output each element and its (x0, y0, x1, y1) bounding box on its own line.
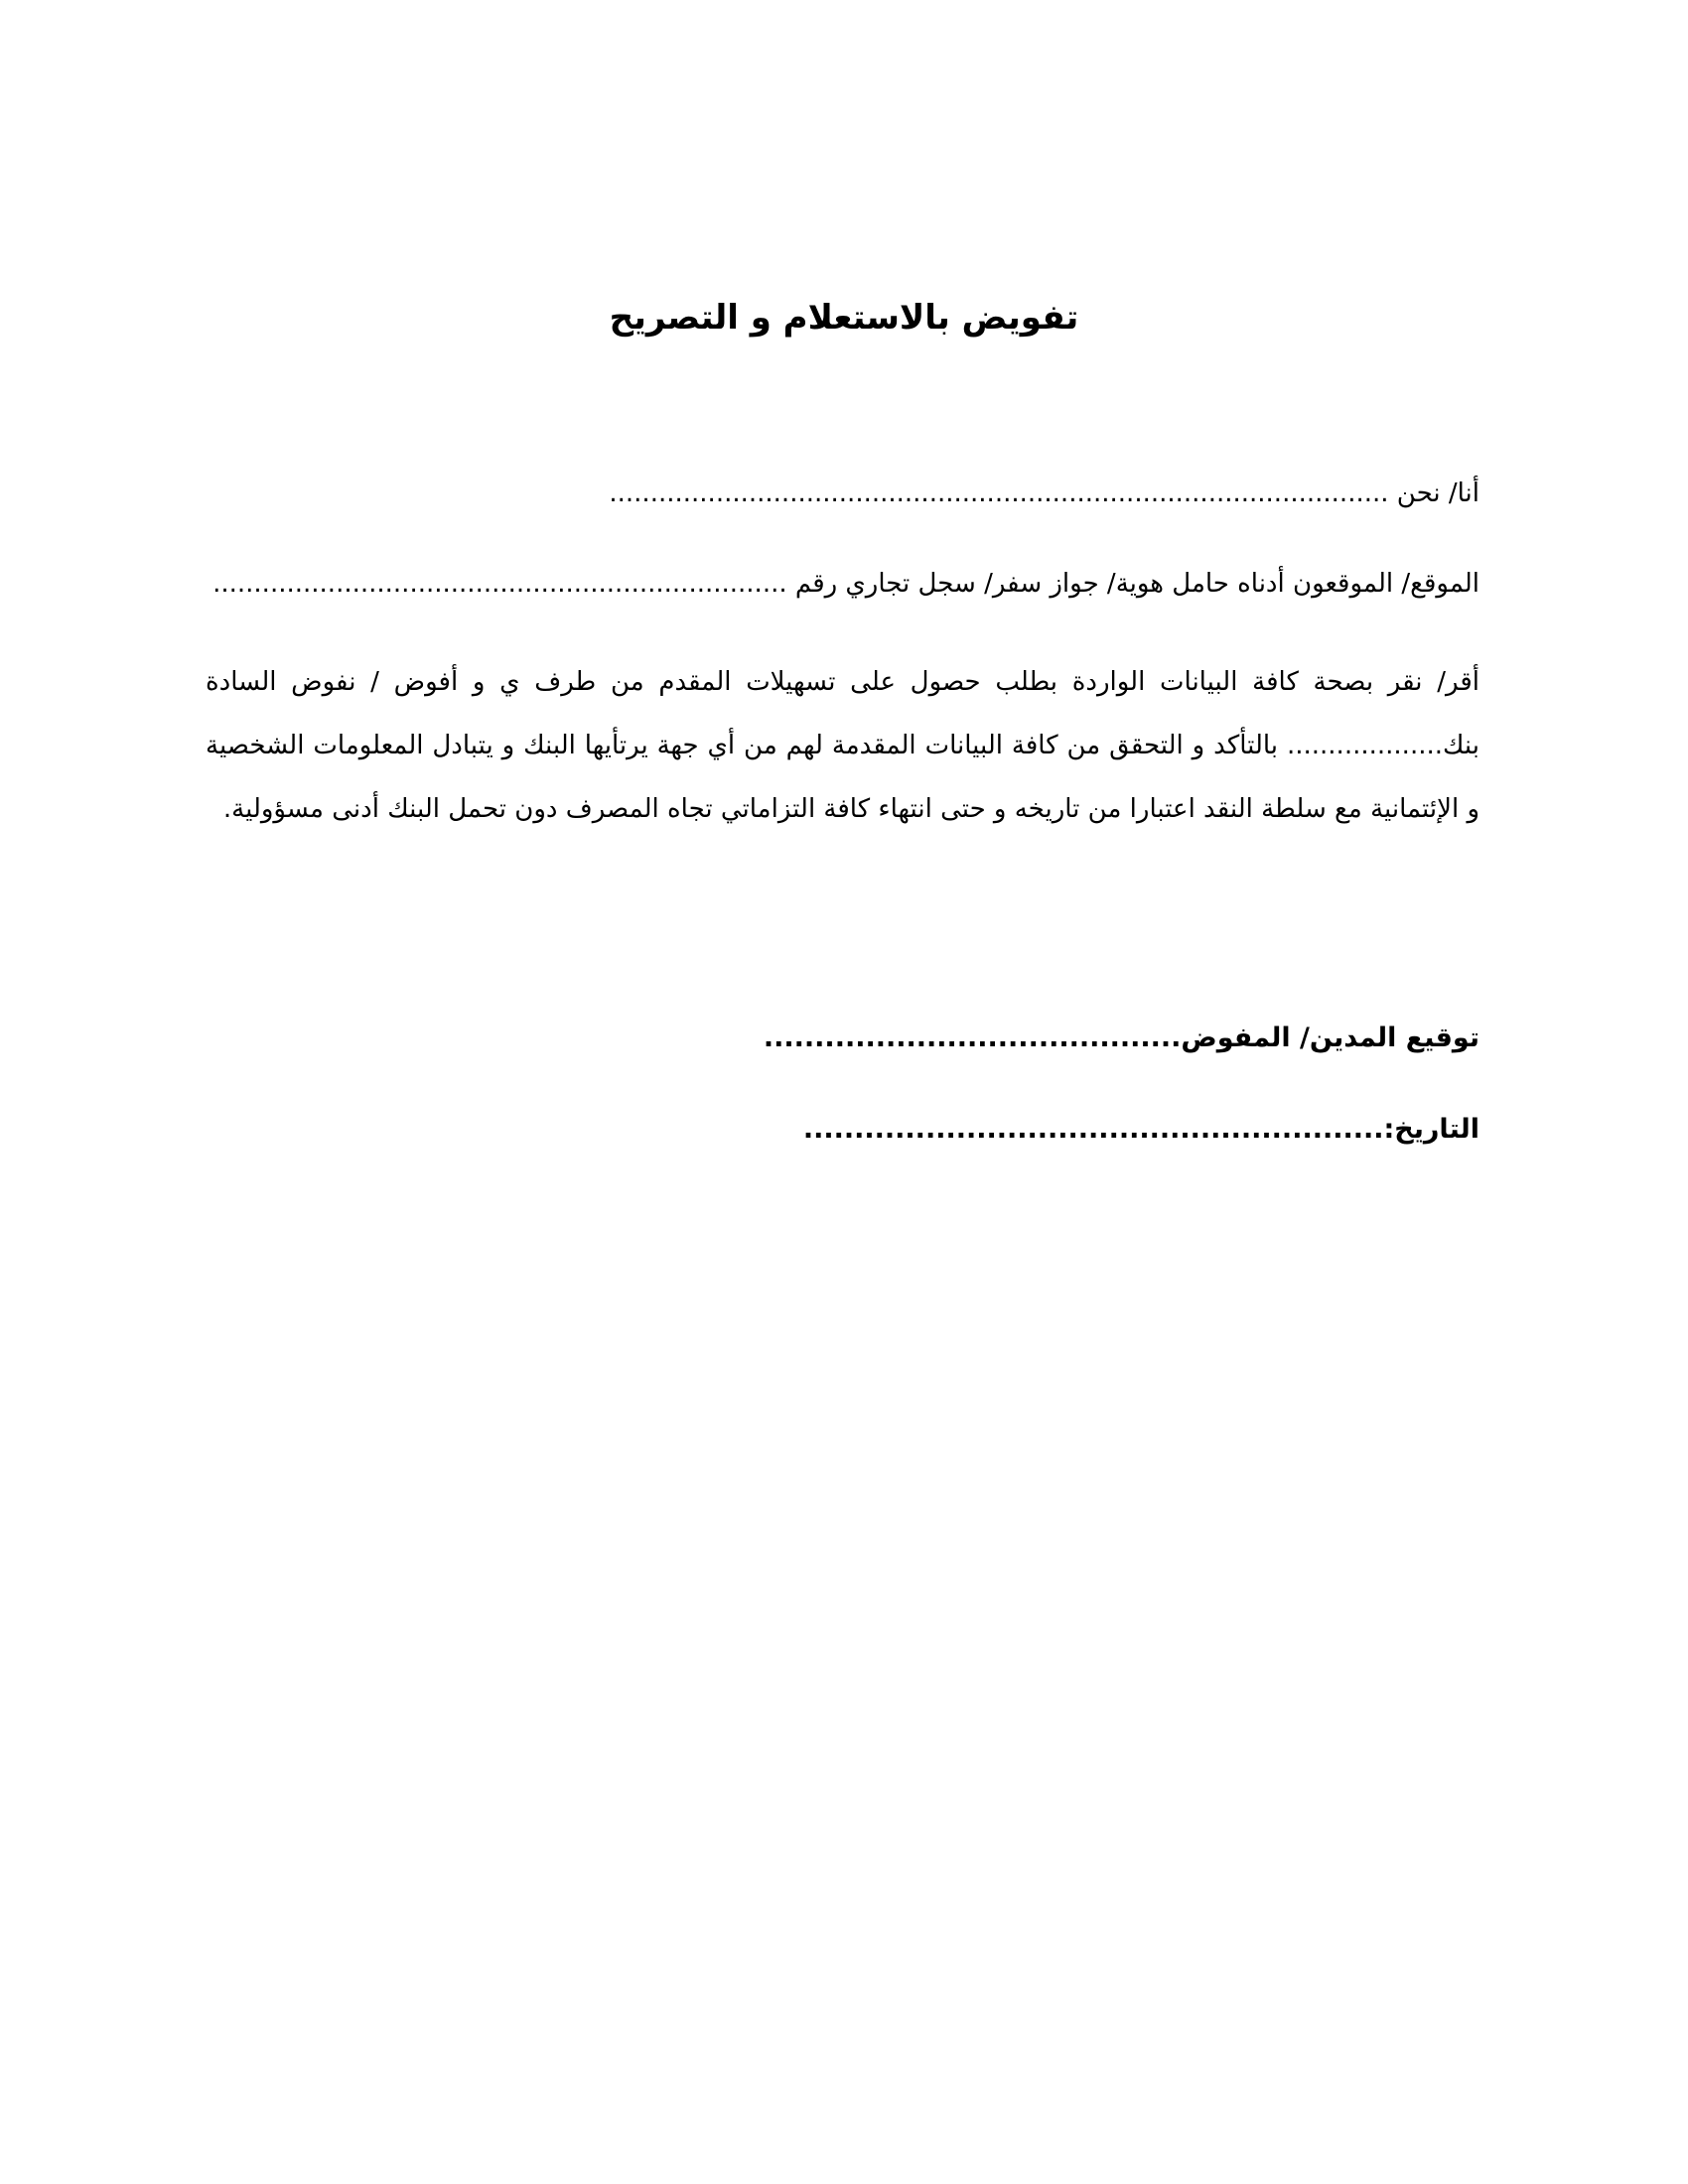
declaration-paragraph: أقر/ نقر بصحة كافة البيانات الواردة بطلب حصول على تسهيلات المقدم من طرف ي و أفوض / نفوض السادة بنك................... بالتأكد و التحقق من كافة البيانات المقدمة لهم من أي جهة يرتأيها البنك و يتبادل المعلومات الشخصية و الإئتمانية مع سلطة النقد اعتبارا من تاريخه و حتى انتهاء كافة التزاماتي تجاه المصرف دون تحمل البنك أدنى مسؤولية. (206, 667, 1479, 824)
date-line: التاريخ:......................................................... (802, 1114, 1479, 1145)
id-line: الموقع/ الموقعون أدناه حامل هوية/ جواز سفر/ سجل تجاري رقم ...................................................................... (212, 569, 1479, 599)
name-line: أنا/ نحن ............................................................................................... (609, 478, 1479, 508)
signature-line: توقيع المدين/ المفوض......................................... (763, 1023, 1479, 1053)
document-title: تفويض بالاستعلام و التصريح (609, 298, 1079, 338)
